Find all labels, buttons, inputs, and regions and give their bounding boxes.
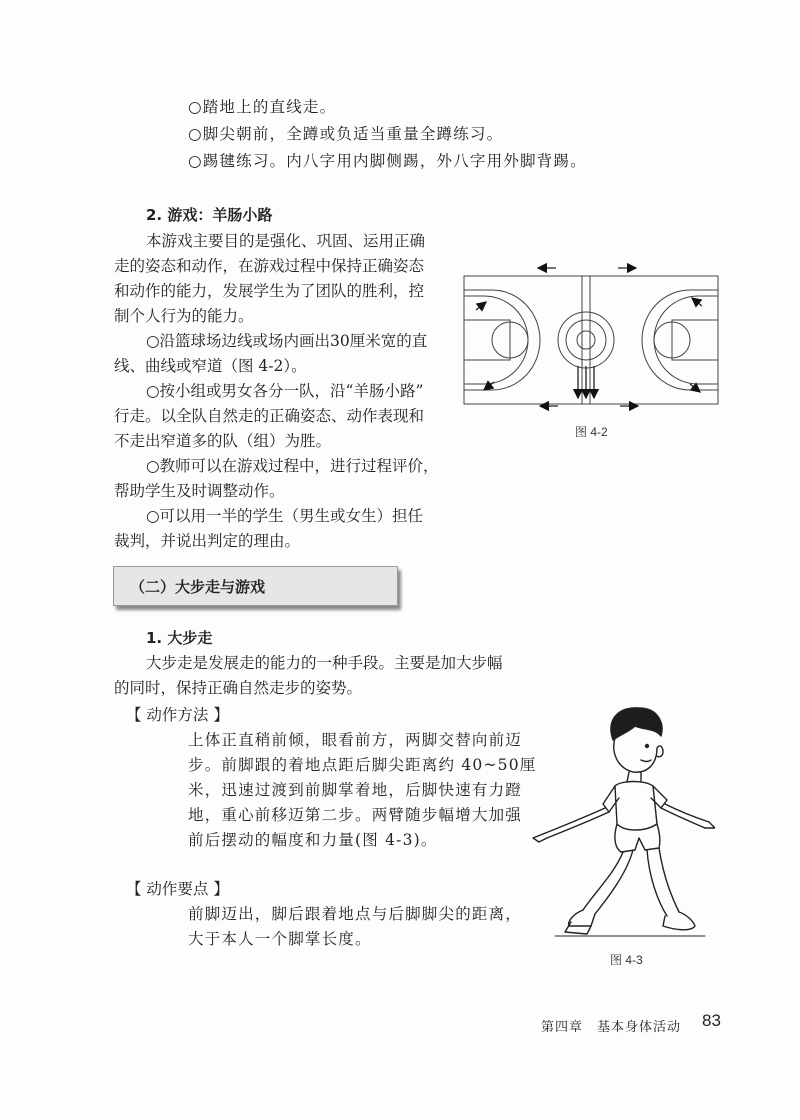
page-number: 83 bbox=[702, 1011, 721, 1030]
key-label: 【 动作要点 】 bbox=[126, 880, 229, 898]
intro-item-2: ○脚尖朝前，全蹲或负适当重量全蹲练习。 bbox=[188, 125, 504, 143]
footer-chapter: 第四章 基本身体活动 bbox=[541, 1020, 682, 1035]
game-line-4: 制个人行为的能力。 bbox=[114, 307, 254, 325]
game-line-6: 线、曲线或窄道（图 4-2）。 bbox=[114, 357, 307, 375]
walking-child-figure bbox=[525, 700, 715, 945]
method-line-1: 上体正直稍前倾，眼看前方，两脚交替向前迈 bbox=[188, 731, 523, 749]
stride-intro-2: 的同时，保持正确自然走步的姿势。 bbox=[114, 679, 363, 697]
section-header-box bbox=[113, 566, 398, 606]
game-line-12: ○可以用一半的学生（男生或女生）担任 bbox=[146, 507, 424, 525]
figure-4-2-caption: 图 4-2 bbox=[575, 425, 608, 439]
game-line-9: 不走出窄道多的队（组）为胜。 bbox=[114, 432, 332, 450]
stride-heading: 1. 大步走 bbox=[146, 629, 213, 647]
game-line-10: ○教师可以在游戏过程中，进行过程评价， bbox=[146, 457, 439, 475]
game-line-3: 和动作的能力，发展学生为了团队的胜利，控 bbox=[114, 282, 425, 300]
game-line-1: 本游戏主要目的是强化、巩固、运用正确 bbox=[146, 232, 426, 250]
game-heading: 2. 游戏：羊肠小路 bbox=[146, 206, 273, 224]
method-line-3: 米，迅速过渡到前脚掌着地，后脚快速有力蹬 bbox=[188, 781, 523, 799]
game-line-13: 裁判，并说出判定的理由。 bbox=[114, 532, 301, 550]
game-line-5: ○沿篮球场边线或场内画出30厘米宽的直 bbox=[146, 332, 428, 350]
section-title: （二）大步走与游戏 bbox=[130, 578, 266, 596]
key-line-1: 前脚迈出，脚后跟着地点与后脚脚尖的距离， bbox=[188, 905, 523, 923]
game-line-11: 帮助学生及时调整动作。 bbox=[114, 482, 285, 500]
intro-item-3: ○踢毽练习。内八字用内脚侧踢，外八字用外脚背踢。 bbox=[188, 152, 587, 170]
basketball-court-figure bbox=[458, 262, 722, 414]
method-line-2: 步。前脚跟的着地点距后脚尖距离约 40~50厘 bbox=[188, 756, 537, 774]
key-line-2: 大于本人一个脚掌长度。 bbox=[188, 930, 372, 948]
figure-4-3-caption: 图 4-3 bbox=[610, 953, 643, 967]
method-line-4: 地，重心前移迈第二步。两臂随步幅增大加强 bbox=[188, 806, 523, 824]
game-line-7: ○按小组或男女各分一队，沿“羊肠小路” bbox=[146, 382, 424, 400]
method-label: 【 动作方法 】 bbox=[126, 706, 229, 724]
game-line-2: 走的姿态和动作，在游戏过程中保持正确姿态 bbox=[114, 257, 425, 275]
method-line-5: 前后摆动的幅度和力量(图 4-3)。 bbox=[188, 831, 438, 849]
intro-item-1: ○踏地上的直线走。 bbox=[188, 98, 337, 116]
game-line-8: 行走。以全队自然走的正确姿态、动作表现和 bbox=[114, 407, 425, 425]
stride-intro-1: 大步走是发展走的能力的一种手段。主要是加大步幅 bbox=[146, 654, 503, 672]
